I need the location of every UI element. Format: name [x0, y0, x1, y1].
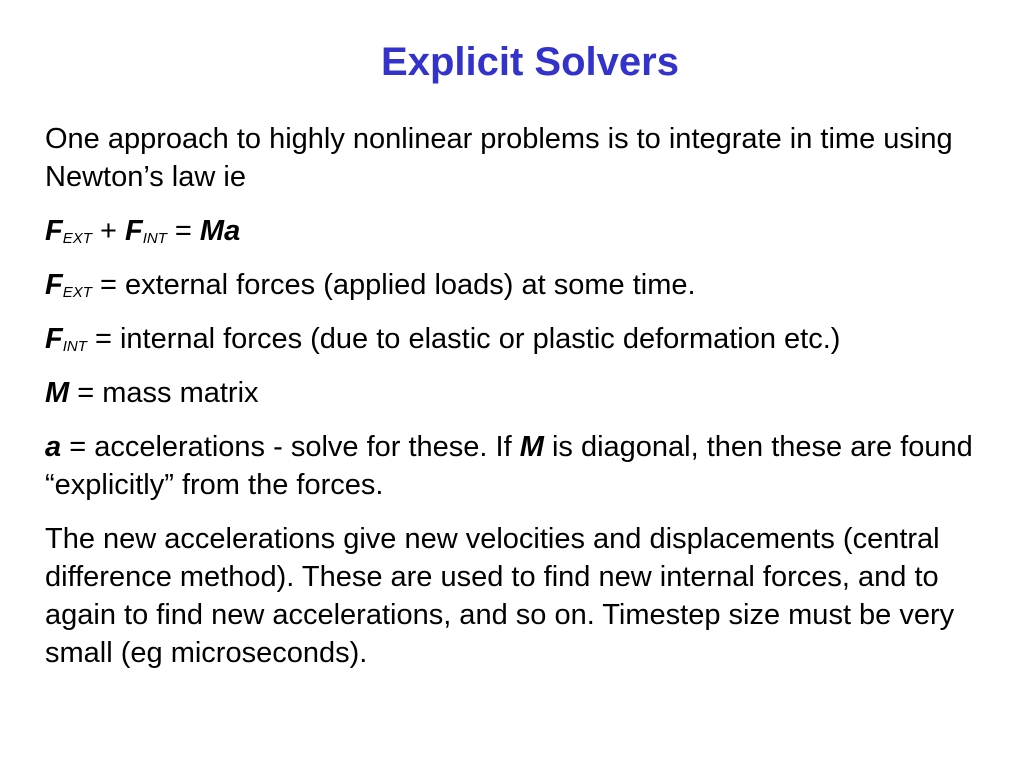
a-text-2: is diagonal, then these are found “explicitly” from the forces.	[45, 431, 973, 501]
fext-definition	[45, 266, 995, 304]
slide-body	[45, 120, 995, 688]
m-symbol: M	[45, 377, 70, 409]
fint-text: = internal forces (due to elastic or plastic deformation etc.)	[86, 323, 841, 355]
newton-equation	[45, 212, 995, 250]
equation-f-int-symbol: F	[124, 215, 143, 247]
a-m-symbol: M	[519, 431, 544, 463]
fint-subscript: INT	[62, 338, 87, 355]
equation-plus: +	[91, 215, 125, 247]
closing-paragraph: The new accelerations give new velocities and displacements (central difference method). These are used to find new internal forces, and to again to find new accelerations, and so on. Timestep size must be very small (eg microseconds).	[45, 523, 955, 669]
equation-ma: Ma	[199, 215, 241, 247]
fext-text: = external forces (applied loads) at some time.	[91, 269, 696, 301]
fint-symbol: F	[45, 323, 63, 355]
equation-equals: =	[166, 215, 200, 247]
equation-f-ext-symbol: F	[45, 215, 63, 247]
slide-title: Explicit Solvers	[381, 40, 679, 84]
intro-paragraph: One approach to highly nonlinear problems is to integrate in time using Newton’s law ie	[45, 123, 953, 193]
fext-symbol: F	[45, 269, 63, 301]
a-text-1: = accelerations - solve for these. If	[61, 431, 520, 463]
m-text: = mass matrix	[69, 377, 259, 409]
equation-int-subscript: INT	[142, 230, 167, 247]
m-definition	[45, 374, 995, 412]
a-symbol: a	[45, 431, 62, 463]
fint-definition	[45, 320, 995, 358]
fext-subscript: EXT	[62, 284, 92, 301]
a-definition	[45, 428, 995, 504]
equation-ext-subscript: EXT	[62, 230, 92, 247]
